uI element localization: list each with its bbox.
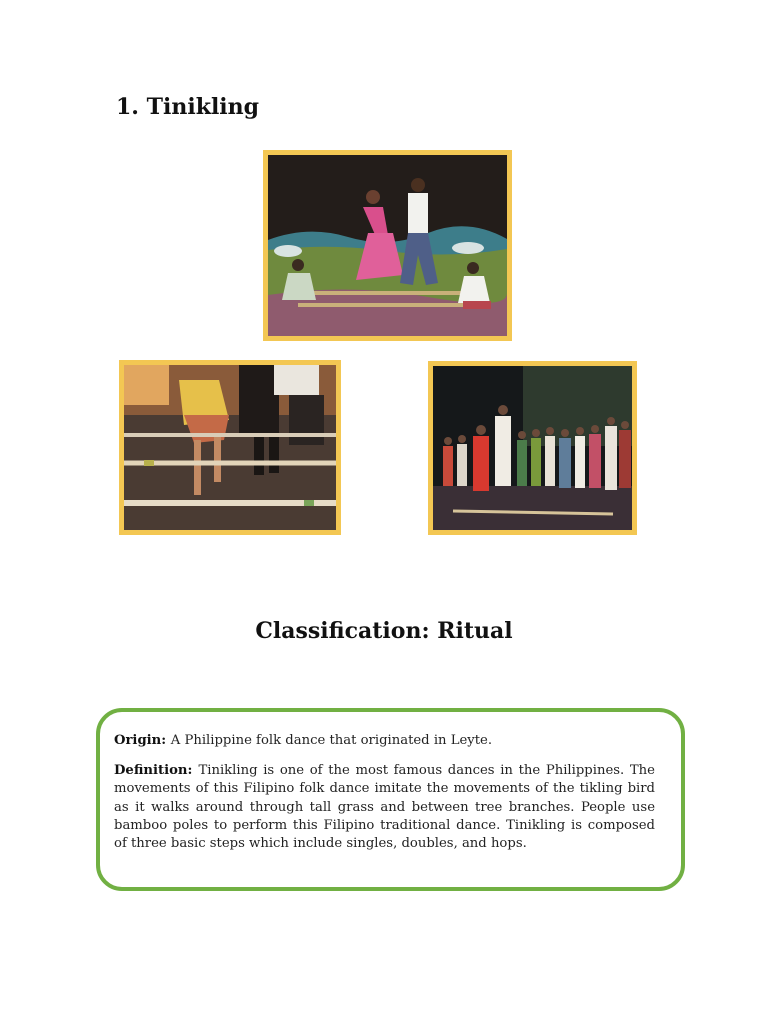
definition-label: Definition:	[114, 763, 199, 779]
definition-text: Tinikling is one of the most famous dances in the Philippines. The movements of this Filipino folk dance imitate the movements of the tikling bird as it walks around through tall grass and between tree branches. People use bamboo poles to perform this Filipino traditional dance. Tinikling is composed of three basic steps which include singles, doubles, and hops.	[114, 763, 655, 852]
origin-text: A Philippine folk dance that originated in Leyte.	[170, 733, 493, 748]
origin-paragraph	[114, 732, 655, 750]
tinikling-stage-photo	[428, 361, 637, 535]
tinikling-mural-photo	[263, 150, 512, 341]
tinikling-feet-photo	[119, 360, 341, 535]
dance-info-box	[96, 708, 685, 891]
origin-label: Origin:	[114, 733, 171, 748]
definition-paragraph	[114, 762, 655, 853]
page-title: 1. Tinikling	[116, 94, 260, 120]
classification-heading: Classification: Ritual	[255, 618, 513, 644]
